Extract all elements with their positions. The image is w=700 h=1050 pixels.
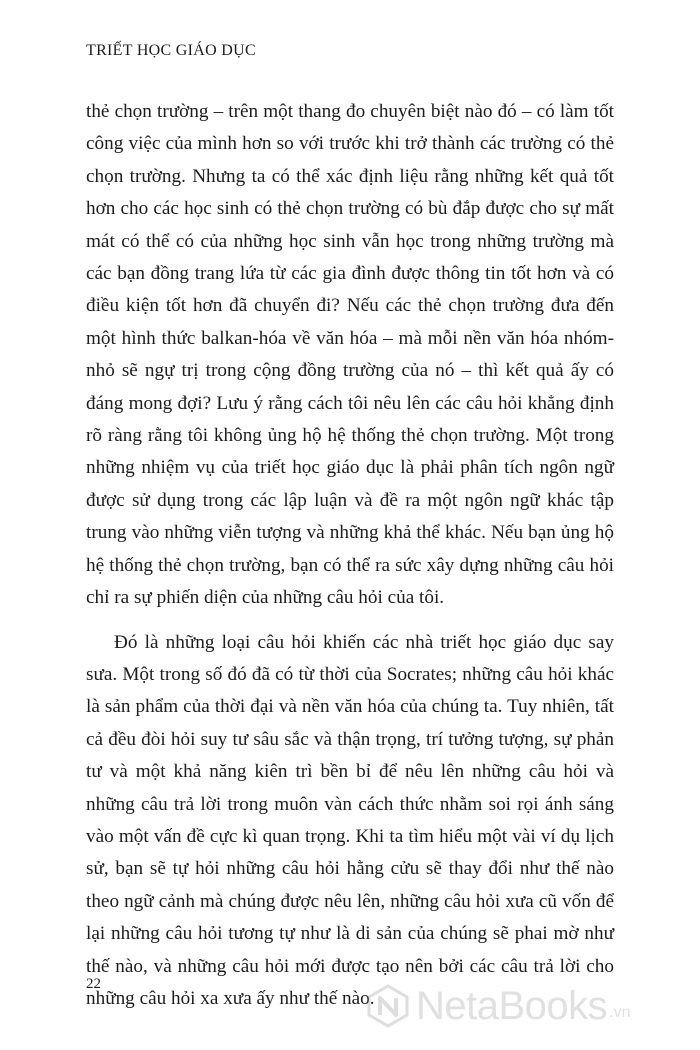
running-header-title: TRIẾT HỌC GIÁO DỤC (86, 42, 256, 59)
body-text (86, 96, 614, 1015)
netabooks-logo-icon (366, 984, 410, 1028)
watermark-suffix: .vn (609, 1004, 631, 1021)
watermark (366, 980, 631, 1032)
page-number: 22 (86, 976, 101, 992)
watermark-brand: NetaBooks (416, 983, 608, 1028)
paragraph: thẻ chọn trường – trên một thang đo chuyên biệt nào đó – có làm tốt công việc của mình hơn so với trước khi trở thành các trường có thẻ chọn trường. Nhưng ta có thể xác định liệu rằng những kết quả tốt hơn cho các học sinh có thẻ chọn trường có bù đắp được cho sự mất mát có thể có của những học sinh vẫn học trong những trường mà các bạn đồng trang lứa từ các gia đình được thông tin tốt hơn và có điều kiện tốt hơn đã chuyển đi? Nếu các thẻ chọn trường đưa đến một hình thức balkan-hóa về văn hóa – mà mỗi nền văn hóa nhóm-nhỏ sẽ ngự trị trong cộng đồng trường của nó – thì kết quả ấy có đáng mong đợi? Lưu ý rằng cách tôi nêu lên các câu hỏi khẳng định rõ ràng rằng tôi không ủng hộ hệ thống thẻ chọn trường. Một trong những nhiệm vụ của triết học giáo dục là phải phân tích ngôn ngữ được sử dụng trong các lập luận và đề ra một ngôn ngữ khác tập trung vào những viễn tượng và những khả thể khác. Nếu bạn ủng hộ hệ thống thẻ chọn trường, bạn có thể ra sức xây dựng những câu hỏi chỉ ra sự phiến diện của những câu hỏi của tôi. (86, 101, 614, 609)
paragraph: Đó là những loại câu hỏi khiến các nhà triết học giáo dục say sưa. Một trong số đó đã có từ thời của Socrates; những câu hỏi khác là sản phẩm của thời đại và nền văn hóa của chúng ta. Tuy nhiên, tất cả đều đòi hỏi suy tư sâu sắc và thận trọng, trí tưởng tượng, sự phản tư và một khả năng kiên trì bền bỉ để nêu lên những câu hỏi và những câu trả lời trong muôn vàn cách thức nhằm soi rọi ánh sáng vào một vấn đề cực kì quan trọng. Khi ta tìm hiểu một vài ví dụ lịch sử, bạn sẽ tự hỏi những câu hỏi hằng cửu sẽ thay đổi như thế nào theo ngữ cảnh mà chúng được nêu lên, những câu hỏi xưa cũ vốn để lại những câu hỏi tương tự như là di sản của chúng sẽ phai mờ như thế nào, và những câu hỏi mới được tạo nên bởi các câu trả lời cho những câu hỏi xa xưa ấy như thế nào. (86, 631, 614, 1009)
